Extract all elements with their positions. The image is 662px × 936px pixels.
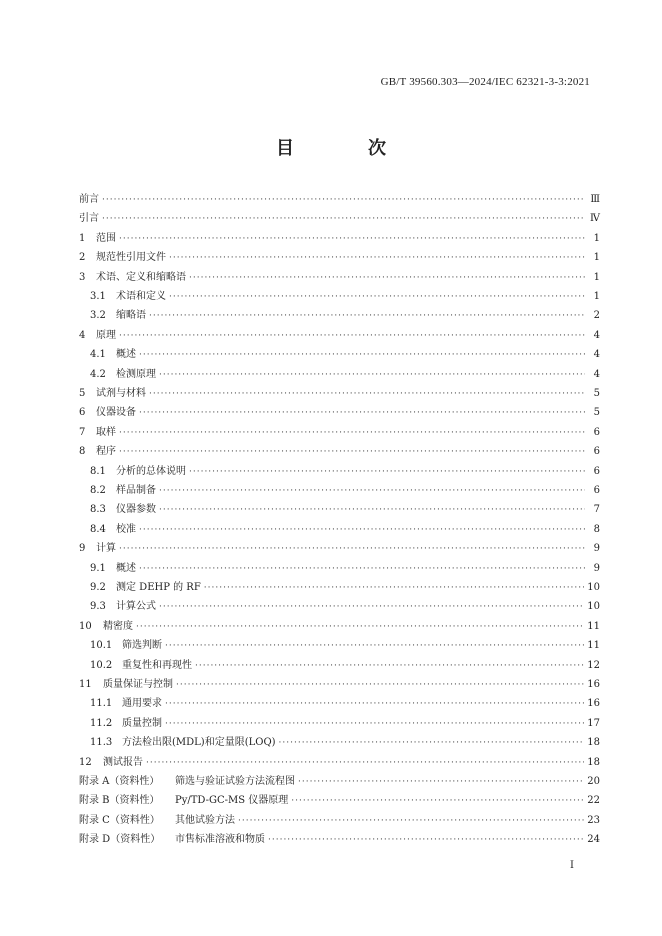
toc-entry-page: 12 [587, 659, 600, 671]
toc-entry-number: 9.2 [90, 582, 106, 593]
toc-entry[interactable] [79, 387, 600, 401]
toc-leader-dots [279, 736, 585, 750]
toc-entry-page: 1 [593, 252, 600, 264]
toc-entry-page: 5 [593, 388, 600, 399]
toc-entry-title: 重复性和再现性 [122, 659, 192, 671]
toc-entry-page: 6 [593, 485, 600, 496]
toc-leader-dots [169, 251, 585, 265]
toc-entry[interactable] [79, 756, 600, 770]
toc-entry-page: 1 [593, 271, 600, 283]
toc-entry[interactable] [90, 659, 600, 673]
toc-leader-dots [136, 620, 584, 634]
toc-entry-title: 试剂与材料 [96, 388, 146, 399]
toc-entry-number: 8.2 [90, 485, 106, 496]
toc-entry-title: 规范性引用文件 [96, 252, 166, 264]
toc-leader-dots [119, 329, 585, 343]
toc-entry-title: 质量控制 [122, 717, 162, 729]
toc-entry-title: 校准 [116, 523, 136, 535]
toc-entry-page: 8 [593, 523, 600, 535]
toc-leader-dots [159, 368, 585, 382]
toc-entry-number: 4 [79, 329, 86, 341]
toc-entry-number: 3 [79, 271, 86, 283]
toc-entry-title: 质量保证与控制 [103, 679, 173, 690]
toc-entry[interactable] [90, 697, 600, 711]
toc-entry-number: 11.3 [90, 737, 113, 749]
toc-entry-page: 22 [587, 795, 600, 807]
toc-entry[interactable] [90, 503, 600, 517]
toc-entry-number: 3.1 [90, 291, 106, 302]
toc-leader-dots [139, 523, 585, 537]
toc-entry-page: 7 [593, 504, 600, 516]
toc-entry[interactable] [90, 717, 600, 731]
toc-entry[interactable] [79, 678, 600, 692]
toc-entry-title: 方法检出限(MDL)和定量限(LOQ) [122, 737, 276, 749]
toc-entry[interactable] [90, 639, 600, 653]
page-number: I [570, 860, 574, 871]
toc-entry-number: 3.2 [90, 310, 106, 322]
toc-leader-dots [119, 232, 585, 246]
toc-entry[interactable] [90, 736, 600, 750]
standard-code: GB/T 39560.303—2024/IEC 62321-3-3:2021 [380, 76, 590, 88]
toc-entry[interactable] [79, 329, 600, 343]
toc-leader-dots [139, 348, 585, 362]
toc-entry-page: 4 [593, 329, 600, 341]
toc-entry[interactable] [90, 290, 600, 304]
toc-entry-number: 11.1 [90, 698, 113, 710]
toc-leader-dots [119, 542, 585, 556]
toc-entry-title: 测定 DEHP 的 RF [116, 582, 201, 593]
toc-entry-page: 18 [587, 756, 600, 768]
toc-entry-page: 6 [593, 465, 600, 477]
toc-entry-title: 精密度 [103, 620, 133, 632]
toc-entry-title: 引言 [79, 213, 99, 225]
toc-entry-number: 11 [79, 679, 92, 690]
toc-entry-title: 概述 [116, 562, 136, 574]
toc-leader-dots [176, 678, 584, 692]
toc-entry-title: 筛选判断 [122, 640, 162, 652]
toc-entry-number: 10.2 [90, 659, 113, 671]
toc-entry-number: 9.1 [90, 562, 106, 574]
toc-entry-number: 附录 C（资料性） [79, 814, 160, 826]
toc-entry-page: 18 [587, 737, 600, 749]
toc-entry-page: 4 [593, 349, 600, 361]
toc-entry-page: 9 [593, 543, 600, 555]
toc-leader-dots [165, 639, 584, 653]
toc-entry-number: 1 [79, 232, 86, 244]
toc-entry-page: 5 [593, 407, 600, 419]
toc-entry-number: 5 [79, 388, 86, 399]
toc-entry[interactable] [90, 562, 600, 576]
toc-leader-dots [159, 484, 585, 498]
toc-entry-number: 4.1 [90, 349, 106, 361]
toc-leader-dots [102, 193, 585, 207]
toc-leader-dots [139, 562, 585, 576]
toc-leader-dots [165, 717, 584, 731]
toc-entry-page: 9 [593, 562, 600, 574]
toc-entry[interactable] [79, 445, 600, 459]
toc-entry-page: 23 [587, 814, 600, 826]
toc-entry-title: 筛选与验证试验方法流程图 [175, 776, 295, 787]
toc-entry[interactable] [90, 309, 600, 323]
toc-entry-title: 测试报告 [103, 756, 143, 768]
toc-entry-number: 6 [79, 407, 86, 419]
toc-entry-number: 2 [79, 252, 86, 264]
toc-entry-title: 术语、定义和缩略语 [96, 271, 186, 283]
toc-entry-page: 17 [587, 717, 600, 729]
toc-leader-dots [189, 271, 585, 285]
toc-leader-dots [298, 775, 584, 789]
toc-entry-title: 取样 [96, 426, 116, 438]
toc-entry-page: 10 [587, 601, 600, 613]
toc-entry-number: 附录 B（资料性） [79, 795, 160, 807]
page-title: 目 次 [276, 138, 414, 159]
toc-leader-dots [195, 659, 584, 673]
toc-entry-page: 16 [587, 698, 600, 710]
toc-leader-dots [102, 212, 585, 226]
toc-entry-title: 其他试验方法 [175, 814, 235, 826]
toc-entry-number: 8.3 [90, 504, 106, 516]
toc-entry-title: 通用要求 [122, 698, 162, 710]
toc-entry[interactable] [79, 212, 600, 226]
toc-entry[interactable] [79, 833, 600, 847]
toc-entry-page: Ⅳ [590, 213, 600, 225]
toc-leader-dots [139, 406, 585, 420]
toc-entry-title: 范围 [96, 232, 116, 244]
toc-entry-page: 11 [587, 640, 600, 652]
toc-entry-number: 附录 A（资料性） [79, 776, 160, 787]
toc-entry[interactable] [79, 620, 600, 634]
toc-entry[interactable] [79, 406, 600, 420]
toc-entry-number: 9 [79, 543, 86, 555]
toc-leader-dots [119, 445, 585, 459]
toc-entry-page: 6 [593, 426, 600, 438]
toc-entry-number: 10 [79, 620, 92, 632]
toc-entry[interactable] [90, 465, 600, 479]
toc-entry-title: 计算 [96, 543, 116, 555]
toc-entry[interactable] [79, 251, 600, 265]
toc-leader-dots [149, 309, 585, 323]
toc-entry-number: 12 [79, 756, 92, 768]
toc-entry-number: 10.1 [90, 640, 113, 652]
toc-entry[interactable] [90, 523, 600, 537]
toc-entry[interactable] [79, 814, 600, 828]
toc-leader-dots [189, 465, 585, 479]
toc-entry-number: 8.1 [90, 465, 106, 477]
toc-entry-title: 前言 [79, 194, 99, 205]
toc-entry-title: 术语和定义 [116, 291, 166, 302]
toc-entry[interactable] [79, 193, 600, 207]
toc-entry-number: 9.3 [90, 601, 106, 613]
toc-entry-number: 8 [79, 446, 86, 458]
toc-leader-dots [268, 833, 584, 847]
toc-entry-title: 检测原理 [116, 368, 156, 380]
toc-leader-dots [159, 600, 584, 614]
toc-entry[interactable] [79, 271, 600, 285]
toc-entry-title: 分析的总体说明 [116, 465, 186, 477]
toc-leader-dots [165, 697, 584, 711]
toc-entry-page: 20 [587, 776, 600, 787]
toc-leader-dots [291, 794, 584, 808]
toc-entry-page: 2 [593, 310, 600, 322]
toc-entry[interactable] [90, 348, 600, 362]
toc-entry-page: 1 [593, 291, 600, 302]
toc-leader-dots [238, 814, 584, 828]
toc-entry-title: 市售标准溶液和物质 [175, 834, 265, 846]
toc-entry[interactable] [79, 794, 600, 808]
toc-entry-title: 缩略语 [116, 310, 146, 322]
toc-leader-dots [169, 290, 585, 304]
toc-entry[interactable] [90, 600, 600, 614]
toc-entry-number: 8.4 [90, 523, 106, 535]
toc-entry[interactable] [79, 775, 600, 789]
toc-entry-number: 7 [79, 426, 86, 438]
toc-leader-dots [204, 581, 584, 595]
toc-entry-page: Ⅲ [590, 194, 600, 205]
toc-entry-title: 程序 [96, 446, 116, 458]
toc-entry-page: 24 [587, 834, 600, 846]
toc-entry-title: 概述 [116, 349, 136, 361]
toc-entry[interactable] [79, 542, 600, 556]
toc-entry-page: 1 [593, 232, 600, 244]
toc-entry-title: 原理 [96, 329, 116, 341]
toc-leader-dots [146, 756, 584, 770]
toc-entry-title: 仪器设备 [96, 407, 136, 419]
toc-leader-dots [149, 387, 585, 401]
toc-entry-title: 样品制备 [116, 485, 156, 496]
toc-entry[interactable] [79, 232, 600, 246]
toc-entry-title: 仪器参数 [116, 504, 156, 516]
toc-entry[interactable] [90, 581, 600, 595]
toc-entry-number: 11.2 [90, 717, 113, 729]
toc-entry[interactable] [79, 426, 600, 440]
toc-leader-dots [159, 503, 585, 517]
toc-entry-title: 计算公式 [116, 601, 156, 613]
toc-entry-page: 6 [593, 446, 600, 458]
toc-entry[interactable] [90, 368, 600, 382]
toc-entry-title: Py/TD-GC-MS 仪器原理 [175, 795, 289, 807]
toc-entry-page: 10 [587, 582, 600, 593]
toc-entry-number: 附录 D（资料性） [79, 834, 161, 846]
toc-leader-dots [119, 426, 585, 440]
toc-entry-page: 11 [587, 620, 600, 632]
toc-entry[interactable] [90, 484, 600, 498]
toc-entry-page: 4 [593, 368, 600, 380]
toc-entry-page: 16 [587, 679, 600, 690]
toc-entry-number: 4.2 [90, 368, 106, 380]
